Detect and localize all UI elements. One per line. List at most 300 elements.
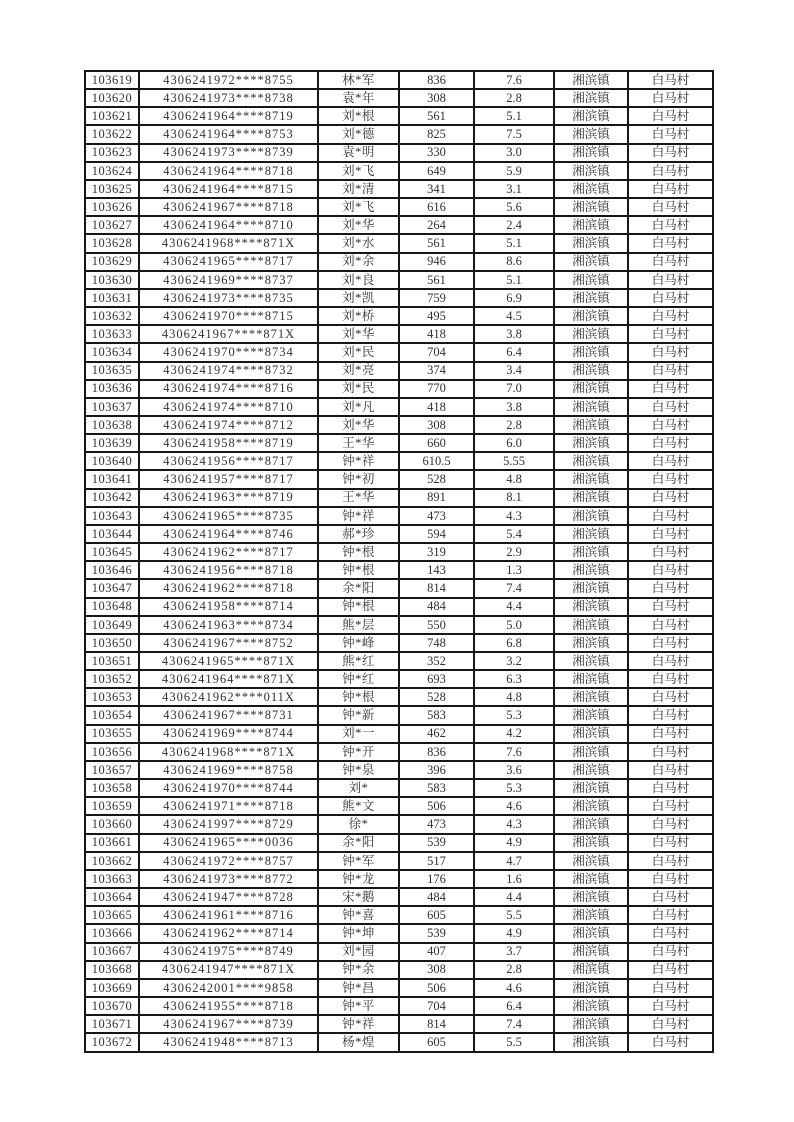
cell-village: 白马村 bbox=[628, 779, 713, 797]
cell-village: 白马村 bbox=[628, 670, 713, 688]
cell-amount: 473 bbox=[399, 815, 474, 833]
cell-id: 4306241967****8752 bbox=[139, 634, 318, 652]
cell-id: 4306241974****8710 bbox=[139, 398, 318, 416]
cell-area: 3.4 bbox=[474, 362, 554, 380]
cell-name: 钟*昌 bbox=[318, 979, 399, 997]
cell-town: 湘滨镇 bbox=[554, 779, 628, 797]
cell-area: 3.8 bbox=[474, 398, 554, 416]
cell-area: 4.8 bbox=[474, 470, 554, 488]
cell-area: 5.55 bbox=[474, 452, 554, 470]
table-row bbox=[85, 525, 713, 543]
cell-village: 白马村 bbox=[628, 815, 713, 833]
cell-area: 5.0 bbox=[474, 616, 554, 634]
cell-amount: 693 bbox=[399, 670, 474, 688]
table-row bbox=[85, 216, 713, 234]
cell-village: 白马村 bbox=[628, 470, 713, 488]
cell-id: 4306241974****8712 bbox=[139, 416, 318, 434]
cell-town: 湘滨镇 bbox=[554, 71, 628, 89]
cell-name: 刘*民 bbox=[318, 343, 399, 361]
cell-area: 4.4 bbox=[474, 888, 554, 906]
cell-area: 3.0 bbox=[474, 144, 554, 162]
cell-serial: 103656 bbox=[85, 743, 139, 761]
cell-serial: 103619 bbox=[85, 71, 139, 89]
cell-serial: 103651 bbox=[85, 652, 139, 670]
cell-village: 白马村 bbox=[628, 325, 713, 343]
cell-town: 湘滨镇 bbox=[554, 1015, 628, 1033]
cell-town: 湘滨镇 bbox=[554, 216, 628, 234]
cell-amount: 836 bbox=[399, 743, 474, 761]
cell-village: 白马村 bbox=[628, 216, 713, 234]
cell-serial: 103645 bbox=[85, 543, 139, 561]
cell-name: 刘*水 bbox=[318, 234, 399, 252]
cell-area: 1.3 bbox=[474, 561, 554, 579]
cell-amount: 352 bbox=[399, 652, 474, 670]
cell-village: 白马村 bbox=[628, 725, 713, 743]
cell-serial: 103640 bbox=[85, 452, 139, 470]
cell-town: 湘滨镇 bbox=[554, 362, 628, 380]
cell-amount: 748 bbox=[399, 634, 474, 652]
cell-area: 2.8 bbox=[474, 416, 554, 434]
table-row bbox=[85, 598, 713, 616]
table-row bbox=[85, 779, 713, 797]
cell-area: 6.0 bbox=[474, 434, 554, 452]
cell-amount: 506 bbox=[399, 797, 474, 815]
cell-amount: 561 bbox=[399, 234, 474, 252]
cell-amount: 484 bbox=[399, 598, 474, 616]
cell-town: 湘滨镇 bbox=[554, 144, 628, 162]
cell-town: 湘滨镇 bbox=[554, 234, 628, 252]
cell-amount: 308 bbox=[399, 89, 474, 107]
cell-amount: 561 bbox=[399, 107, 474, 125]
cell-serial: 103627 bbox=[85, 216, 139, 234]
cell-area: 7.6 bbox=[474, 743, 554, 761]
table-row bbox=[85, 416, 713, 434]
cell-village: 白马村 bbox=[628, 870, 713, 888]
table-row bbox=[85, 89, 713, 107]
cell-area: 5.5 bbox=[474, 1033, 554, 1052]
table-row bbox=[85, 652, 713, 670]
cell-town: 湘滨镇 bbox=[554, 616, 628, 634]
table-row bbox=[85, 234, 713, 252]
cell-amount: 462 bbox=[399, 725, 474, 743]
cell-village: 白马村 bbox=[628, 144, 713, 162]
cell-area: 3.1 bbox=[474, 180, 554, 198]
cell-amount: 583 bbox=[399, 706, 474, 724]
cell-name: 熊*层 bbox=[318, 616, 399, 634]
cell-town: 湘滨镇 bbox=[554, 888, 628, 906]
cell-serial: 103666 bbox=[85, 924, 139, 942]
table-row bbox=[85, 979, 713, 997]
cell-name: 钟*根 bbox=[318, 598, 399, 616]
cell-amount: 891 bbox=[399, 489, 474, 507]
cell-town: 湘滨镇 bbox=[554, 924, 628, 942]
table-row bbox=[85, 688, 713, 706]
cell-village: 白马村 bbox=[628, 307, 713, 325]
table-row bbox=[85, 888, 713, 906]
cell-amount: 374 bbox=[399, 362, 474, 380]
cell-amount: 528 bbox=[399, 688, 474, 706]
cell-name: 刘*飞 bbox=[318, 162, 399, 180]
cell-serial: 103647 bbox=[85, 579, 139, 597]
cell-town: 湘滨镇 bbox=[554, 797, 628, 815]
table-body bbox=[85, 71, 713, 1052]
cell-amount: 605 bbox=[399, 1033, 474, 1052]
cell-town: 湘滨镇 bbox=[554, 725, 628, 743]
cell-amount: 330 bbox=[399, 144, 474, 162]
table-row bbox=[85, 579, 713, 597]
cell-name: 余*阳 bbox=[318, 834, 399, 852]
table-row bbox=[85, 743, 713, 761]
cell-name: 钟*红 bbox=[318, 670, 399, 688]
cell-name: 刘*清 bbox=[318, 180, 399, 198]
cell-village: 白马村 bbox=[628, 543, 713, 561]
cell-serial: 103672 bbox=[85, 1033, 139, 1052]
cell-name: 刘* bbox=[318, 779, 399, 797]
cell-serial: 103649 bbox=[85, 616, 139, 634]
cell-id: 4306241967****8739 bbox=[139, 1015, 318, 1033]
table-row bbox=[85, 507, 713, 525]
cell-town: 湘滨镇 bbox=[554, 253, 628, 271]
cell-village: 白马村 bbox=[628, 797, 713, 815]
cell-amount: 473 bbox=[399, 507, 474, 525]
cell-town: 湘滨镇 bbox=[554, 416, 628, 434]
cell-id: 4306241958****8719 bbox=[139, 434, 318, 452]
table-row bbox=[85, 797, 713, 815]
table-row bbox=[85, 362, 713, 380]
cell-id: 4306241963****8719 bbox=[139, 489, 318, 507]
cell-serial: 103621 bbox=[85, 107, 139, 125]
cell-id: 4306241964****8715 bbox=[139, 180, 318, 198]
cell-serial: 103638 bbox=[85, 416, 139, 434]
cell-serial: 103637 bbox=[85, 398, 139, 416]
cell-id: 4306241968****871X bbox=[139, 234, 318, 252]
cell-id: 4306241974****8732 bbox=[139, 362, 318, 380]
cell-serial: 103661 bbox=[85, 834, 139, 852]
cell-name: 钟*峰 bbox=[318, 634, 399, 652]
cell-name: 刘*华 bbox=[318, 216, 399, 234]
cell-village: 白马村 bbox=[628, 289, 713, 307]
cell-town: 湘滨镇 bbox=[554, 634, 628, 652]
cell-village: 白马村 bbox=[628, 125, 713, 143]
cell-village: 白马村 bbox=[628, 416, 713, 434]
cell-amount: 610.5 bbox=[399, 452, 474, 470]
cell-town: 湘滨镇 bbox=[554, 688, 628, 706]
cell-serial: 103650 bbox=[85, 634, 139, 652]
cell-id: 4306241969****8758 bbox=[139, 761, 318, 779]
table-row bbox=[85, 434, 713, 452]
cell-village: 白马村 bbox=[628, 888, 713, 906]
cell-name: 刘*华 bbox=[318, 325, 399, 343]
cell-name: 林*军 bbox=[318, 71, 399, 89]
cell-id: 4306241962****8717 bbox=[139, 543, 318, 561]
table-row bbox=[85, 489, 713, 507]
table-row bbox=[85, 706, 713, 724]
cell-name: 钟*祥 bbox=[318, 507, 399, 525]
cell-name: 熊*红 bbox=[318, 652, 399, 670]
cell-id: 4306241967****8718 bbox=[139, 198, 318, 216]
cell-amount: 418 bbox=[399, 325, 474, 343]
cell-town: 湘滨镇 bbox=[554, 107, 628, 125]
cell-village: 白马村 bbox=[628, 924, 713, 942]
cell-area: 6.4 bbox=[474, 343, 554, 361]
table-row bbox=[85, 616, 713, 634]
cell-town: 湘滨镇 bbox=[554, 89, 628, 107]
cell-name: 刘*飞 bbox=[318, 198, 399, 216]
cell-village: 白马村 bbox=[628, 852, 713, 870]
cell-serial: 103671 bbox=[85, 1015, 139, 1033]
cell-town: 湘滨镇 bbox=[554, 906, 628, 924]
cell-village: 白马村 bbox=[628, 906, 713, 924]
table-row bbox=[85, 343, 713, 361]
cell-id: 4306241964****8753 bbox=[139, 125, 318, 143]
cell-name: 刘*良 bbox=[318, 271, 399, 289]
cell-village: 白马村 bbox=[628, 71, 713, 89]
cell-town: 湘滨镇 bbox=[554, 434, 628, 452]
cell-name: 钟*初 bbox=[318, 470, 399, 488]
cell-village: 白马村 bbox=[628, 1033, 713, 1052]
cell-town: 湘滨镇 bbox=[554, 507, 628, 525]
cell-serial: 103657 bbox=[85, 761, 139, 779]
cell-village: 白马村 bbox=[628, 271, 713, 289]
cell-serial: 103648 bbox=[85, 598, 139, 616]
cell-village: 白马村 bbox=[628, 162, 713, 180]
cell-name: 钟*龙 bbox=[318, 870, 399, 888]
cell-serial: 103643 bbox=[85, 507, 139, 525]
cell-serial: 103665 bbox=[85, 906, 139, 924]
table-row bbox=[85, 815, 713, 833]
cell-town: 湘滨镇 bbox=[554, 470, 628, 488]
cell-name: 刘*桥 bbox=[318, 307, 399, 325]
cell-name: 刘*亮 bbox=[318, 362, 399, 380]
cell-id: 4306241970****8734 bbox=[139, 343, 318, 361]
cell-area: 7.6 bbox=[474, 71, 554, 89]
cell-town: 湘滨镇 bbox=[554, 652, 628, 670]
cell-name: 袁*明 bbox=[318, 144, 399, 162]
cell-village: 白马村 bbox=[628, 1015, 713, 1033]
cell-town: 湘滨镇 bbox=[554, 1033, 628, 1052]
cell-id: 4306241948****8713 bbox=[139, 1033, 318, 1052]
cell-town: 湘滨镇 bbox=[554, 761, 628, 779]
table-row bbox=[85, 271, 713, 289]
cell-area: 2.8 bbox=[474, 89, 554, 107]
cell-serial: 103641 bbox=[85, 470, 139, 488]
cell-id: 4306241962****8714 bbox=[139, 924, 318, 942]
cell-area: 2.4 bbox=[474, 216, 554, 234]
cell-area: 5.1 bbox=[474, 271, 554, 289]
cell-serial: 103628 bbox=[85, 234, 139, 252]
cell-village: 白马村 bbox=[628, 561, 713, 579]
cell-area: 4.3 bbox=[474, 815, 554, 833]
cell-area: 5.3 bbox=[474, 706, 554, 724]
cell-town: 湘滨镇 bbox=[554, 943, 628, 961]
cell-area: 1.6 bbox=[474, 870, 554, 888]
cell-town: 湘滨镇 bbox=[554, 815, 628, 833]
cell-name: 徐* bbox=[318, 815, 399, 833]
cell-area: 5.1 bbox=[474, 107, 554, 125]
cell-id: 4306241947****8728 bbox=[139, 888, 318, 906]
table-row bbox=[85, 398, 713, 416]
cell-village: 白马村 bbox=[628, 598, 713, 616]
cell-name: 王*华 bbox=[318, 489, 399, 507]
cell-area: 6.3 bbox=[474, 670, 554, 688]
cell-serial: 103625 bbox=[85, 180, 139, 198]
cell-area: 6.8 bbox=[474, 634, 554, 652]
cell-name: 袁*年 bbox=[318, 89, 399, 107]
cell-village: 白马村 bbox=[628, 616, 713, 634]
cell-area: 5.1 bbox=[474, 234, 554, 252]
cell-area: 5.6 bbox=[474, 198, 554, 216]
cell-id: 4306241956****8717 bbox=[139, 452, 318, 470]
cell-serial: 103659 bbox=[85, 797, 139, 815]
cell-id: 4306241972****8757 bbox=[139, 852, 318, 870]
table-row bbox=[85, 253, 713, 271]
cell-town: 湘滨镇 bbox=[554, 997, 628, 1015]
cell-id: 4306241975****8749 bbox=[139, 943, 318, 961]
cell-amount: 649 bbox=[399, 162, 474, 180]
cell-area: 5.4 bbox=[474, 525, 554, 543]
cell-area: 2.9 bbox=[474, 543, 554, 561]
cell-amount: 704 bbox=[399, 997, 474, 1015]
cell-amount: 264 bbox=[399, 216, 474, 234]
cell-amount: 561 bbox=[399, 271, 474, 289]
table-row bbox=[85, 107, 713, 125]
table-row bbox=[85, 761, 713, 779]
cell-amount: 396 bbox=[399, 761, 474, 779]
cell-village: 白马村 bbox=[628, 961, 713, 979]
cell-town: 湘滨镇 bbox=[554, 489, 628, 507]
cell-amount: 616 bbox=[399, 198, 474, 216]
table-row bbox=[85, 289, 713, 307]
cell-amount: 341 bbox=[399, 180, 474, 198]
cell-amount: 143 bbox=[399, 561, 474, 579]
table-row bbox=[85, 452, 713, 470]
cell-id: 4306241971****8718 bbox=[139, 797, 318, 815]
cell-village: 白马村 bbox=[628, 398, 713, 416]
cell-area: 4.8 bbox=[474, 688, 554, 706]
cell-area: 5.9 bbox=[474, 162, 554, 180]
cell-area: 5.5 bbox=[474, 906, 554, 924]
cell-amount: 407 bbox=[399, 943, 474, 961]
cell-id: 4306241947****871X bbox=[139, 961, 318, 979]
cell-name: 钟*平 bbox=[318, 997, 399, 1015]
table-row bbox=[85, 961, 713, 979]
cell-village: 白马村 bbox=[628, 943, 713, 961]
table-row bbox=[85, 852, 713, 870]
cell-amount: 583 bbox=[399, 779, 474, 797]
cell-id: 4306241997****8729 bbox=[139, 815, 318, 833]
cell-area: 2.8 bbox=[474, 961, 554, 979]
cell-amount: 517 bbox=[399, 852, 474, 870]
cell-id: 4306241973****8738 bbox=[139, 89, 318, 107]
cell-area: 8.6 bbox=[474, 253, 554, 271]
cell-village: 白马村 bbox=[628, 761, 713, 779]
cell-serial: 103633 bbox=[85, 325, 139, 343]
cell-town: 湘滨镇 bbox=[554, 452, 628, 470]
cell-serial: 103646 bbox=[85, 561, 139, 579]
cell-name: 刘*华 bbox=[318, 416, 399, 434]
cell-town: 湘滨镇 bbox=[554, 125, 628, 143]
cell-area: 4.7 bbox=[474, 852, 554, 870]
cell-amount: 770 bbox=[399, 380, 474, 398]
cell-serial: 103622 bbox=[85, 125, 139, 143]
table-row bbox=[85, 380, 713, 398]
records-table bbox=[84, 70, 714, 1053]
cell-serial: 103639 bbox=[85, 434, 139, 452]
cell-id: 4306241968****871X bbox=[139, 743, 318, 761]
cell-name: 钟*开 bbox=[318, 743, 399, 761]
cell-serial: 103636 bbox=[85, 380, 139, 398]
cell-area: 4.2 bbox=[474, 725, 554, 743]
table-row bbox=[85, 906, 713, 924]
cell-name: 钟*祥 bbox=[318, 1015, 399, 1033]
cell-village: 白马村 bbox=[628, 434, 713, 452]
cell-serial: 103668 bbox=[85, 961, 139, 979]
cell-id: 4306241967****871X bbox=[139, 325, 318, 343]
cell-village: 白马村 bbox=[628, 234, 713, 252]
cell-area: 3.2 bbox=[474, 652, 554, 670]
cell-id: 4306241964****871X bbox=[139, 670, 318, 688]
cell-id: 4306241964****8719 bbox=[139, 107, 318, 125]
cell-amount: 594 bbox=[399, 525, 474, 543]
cell-village: 白马村 bbox=[628, 198, 713, 216]
cell-town: 湘滨镇 bbox=[554, 162, 628, 180]
table-row bbox=[85, 162, 713, 180]
table-row bbox=[85, 307, 713, 325]
cell-area: 4.6 bbox=[474, 797, 554, 815]
cell-name: 熊*文 bbox=[318, 797, 399, 815]
cell-name: 余*阳 bbox=[318, 579, 399, 597]
cell-name: 王*华 bbox=[318, 434, 399, 452]
cell-amount: 308 bbox=[399, 416, 474, 434]
cell-area: 3.6 bbox=[474, 761, 554, 779]
cell-name: 钟*军 bbox=[318, 852, 399, 870]
cell-id: 4306241965****871X bbox=[139, 652, 318, 670]
cell-area: 7.0 bbox=[474, 380, 554, 398]
cell-serial: 103631 bbox=[85, 289, 139, 307]
cell-amount: 319 bbox=[399, 543, 474, 561]
cell-area: 4.4 bbox=[474, 598, 554, 616]
cell-name: 钟*余 bbox=[318, 961, 399, 979]
table-row bbox=[85, 834, 713, 852]
cell-name: 钟*喜 bbox=[318, 906, 399, 924]
cell-name: 钟*祥 bbox=[318, 452, 399, 470]
cell-serial: 103658 bbox=[85, 779, 139, 797]
cell-town: 湘滨镇 bbox=[554, 870, 628, 888]
cell-village: 白马村 bbox=[628, 834, 713, 852]
cell-serial: 103642 bbox=[85, 489, 139, 507]
cell-village: 白马村 bbox=[628, 180, 713, 198]
cell-village: 白马村 bbox=[628, 634, 713, 652]
cell-town: 湘滨镇 bbox=[554, 525, 628, 543]
cell-serial: 103663 bbox=[85, 870, 139, 888]
cell-name: 刘*民 bbox=[318, 380, 399, 398]
table-row bbox=[85, 543, 713, 561]
cell-serial: 103644 bbox=[85, 525, 139, 543]
cell-amount: 814 bbox=[399, 1015, 474, 1033]
cell-area: 7.4 bbox=[474, 579, 554, 597]
table-row bbox=[85, 470, 713, 488]
cell-village: 白马村 bbox=[628, 507, 713, 525]
cell-id: 4306241970****8744 bbox=[139, 779, 318, 797]
cell-town: 湘滨镇 bbox=[554, 670, 628, 688]
cell-serial: 103670 bbox=[85, 997, 139, 1015]
cell-village: 白马村 bbox=[628, 743, 713, 761]
cell-village: 白马村 bbox=[628, 979, 713, 997]
cell-amount: 418 bbox=[399, 398, 474, 416]
cell-id: 4306241969****8744 bbox=[139, 725, 318, 743]
cell-id: 4306241965****8735 bbox=[139, 507, 318, 525]
cell-id: 4306241965****0036 bbox=[139, 834, 318, 852]
